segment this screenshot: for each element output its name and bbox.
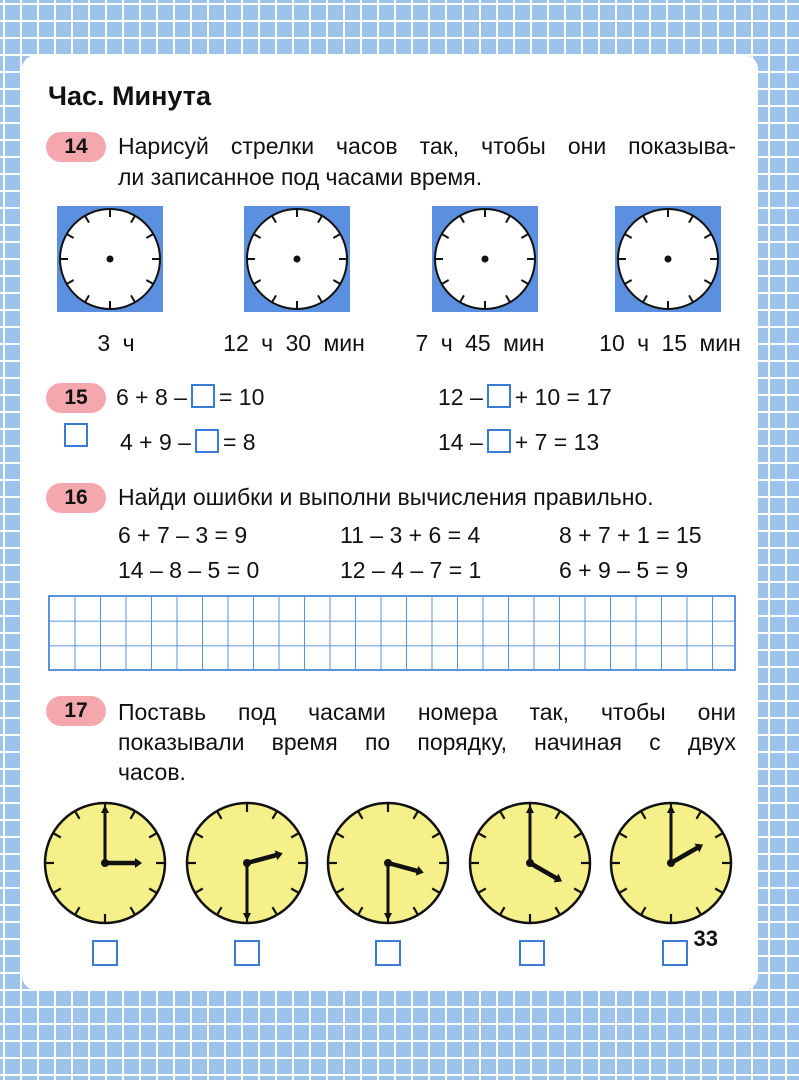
clock-center — [665, 256, 672, 263]
page-number: 33 — [693, 926, 718, 951]
task17-text-line1: Поставь под часами номера так, чтобы они — [118, 699, 736, 725]
error-equation-1: 6 + 7 – 3 = 9 — [118, 522, 248, 548]
empty-clock-1[interactable] — [57, 206, 163, 312]
task14-text-line2: ли записанное под часами время. — [118, 164, 483, 190]
time-label-2: 12 ч 30 мин — [223, 330, 365, 356]
answer-box[interactable] — [191, 384, 215, 408]
page-title: Час. Минута — [48, 81, 211, 111]
clock-center — [667, 859, 675, 867]
answer-box[interactable] — [195, 429, 219, 453]
empty-clock-3[interactable] — [432, 206, 538, 312]
task-number-14: 14 — [46, 132, 106, 162]
eq-right: + 10 = 17 — [514, 384, 612, 410]
error-equation-2: 11 – 3 + 6 = 4 — [340, 522, 481, 548]
error-equation-4: 14 – 8 – 5 = 0 — [118, 557, 260, 583]
clock-order-box-2[interactable] — [234, 940, 260, 966]
clock-center — [482, 256, 489, 263]
clock-order-box-1[interactable] — [92, 940, 118, 966]
yellow-clock-1 — [42, 800, 168, 926]
error-equation-5: 12 – 4 – 7 = 1 — [340, 557, 482, 583]
time-label-3: 7 ч 45 мин — [415, 330, 545, 356]
eq-left: 4 + 9 – — [120, 429, 191, 455]
time-label-4: 10 ч 15 мин — [599, 330, 741, 356]
equation-15-4 — [438, 429, 599, 456]
empty-clock-4[interactable] — [615, 206, 721, 312]
equation-15-1 — [116, 384, 264, 411]
clock-order-box-5[interactable] — [662, 940, 688, 966]
task16-text: Найди ошибки и выполни вычисления правильно. — [118, 484, 654, 510]
time-label-1: 3 ч — [97, 330, 135, 356]
answer-box[interactable] — [487, 384, 511, 408]
answer-grid[interactable] — [48, 595, 736, 671]
clock-order-box-4[interactable] — [519, 940, 545, 966]
answer-box[interactable] — [487, 429, 511, 453]
clock-center — [384, 859, 392, 867]
equation-15-3 — [120, 429, 256, 456]
clock-order-box-3[interactable] — [375, 940, 401, 966]
clock-center — [107, 256, 114, 263]
eq-right: = 8 — [222, 429, 256, 455]
yellow-clock-2 — [184, 800, 310, 926]
white-page — [22, 55, 758, 990]
clock-center — [294, 256, 301, 263]
task15-check-box[interactable] — [64, 423, 88, 447]
clock-center — [526, 859, 534, 867]
task17-text-line3: часов. — [118, 759, 186, 785]
eq-left: 14 – — [438, 429, 483, 455]
yellow-clock-4 — [467, 800, 593, 926]
error-equation-3: 8 + 7 + 1 = 15 — [559, 522, 702, 548]
yellow-clock-3 — [325, 800, 451, 926]
eq-right: = 10 — [218, 384, 265, 410]
clock-center — [101, 859, 109, 867]
task14-text-line1: Нарисуй стрелки часов так, чтобы они показыва- — [118, 133, 736, 159]
eq-right: + 7 = 13 — [514, 429, 600, 455]
task17-text-line2: показывали время по порядку, начиная с двух — [118, 729, 736, 755]
eq-left: 6 + 8 – — [116, 384, 187, 410]
clock-center — [243, 859, 251, 867]
task-number-16: 16 — [46, 483, 106, 513]
task-number-17: 17 — [46, 696, 106, 726]
empty-clock-2[interactable] — [244, 206, 350, 312]
equation-15-2 — [438, 384, 612, 411]
task-number-15: 15 — [46, 383, 106, 413]
eq-left: 12 – — [438, 384, 483, 410]
error-equation-6: 6 + 9 – 5 = 9 — [559, 557, 689, 583]
yellow-clock-5 — [608, 800, 734, 926]
